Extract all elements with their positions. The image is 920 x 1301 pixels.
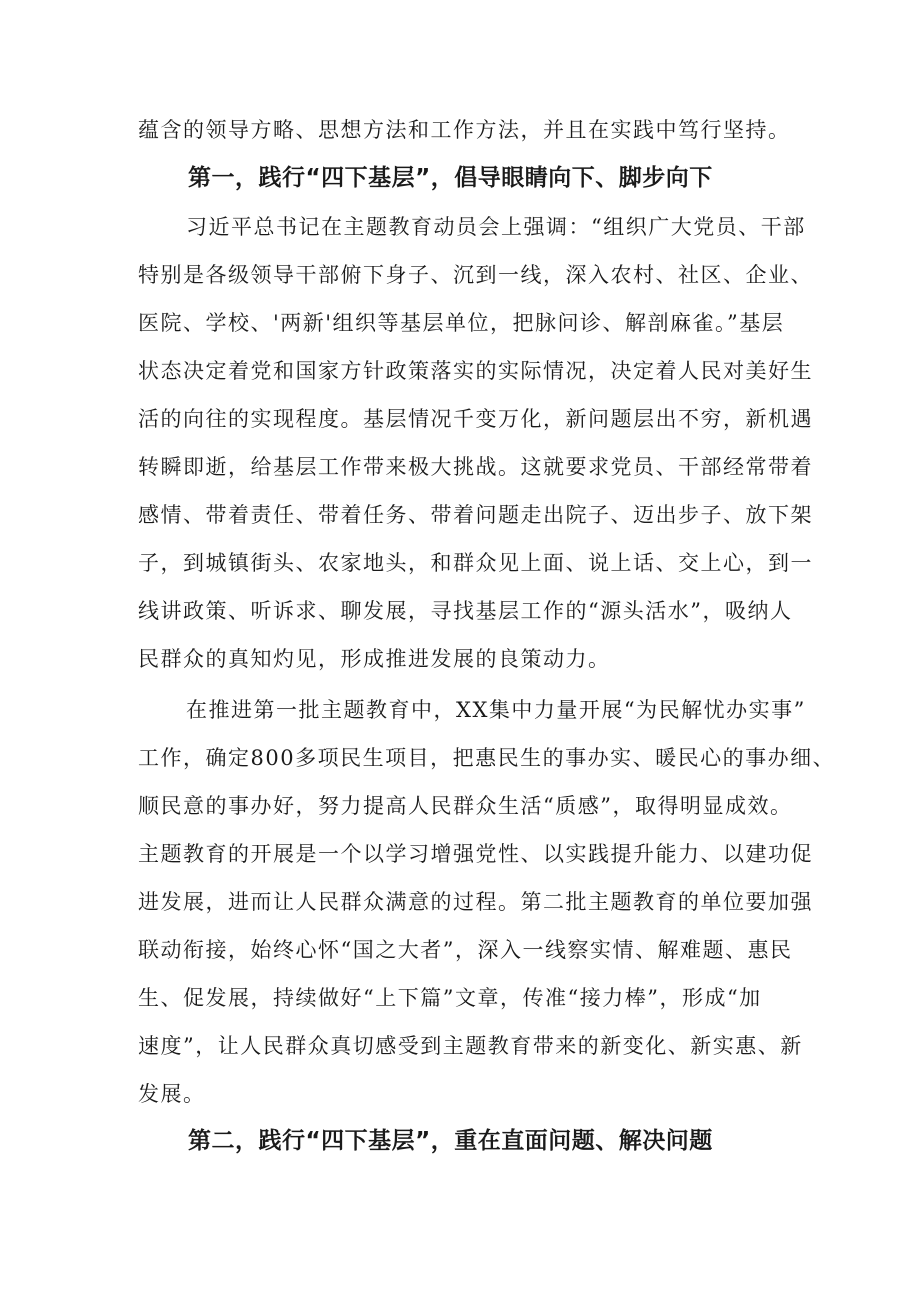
paragraph-line: 发展。 [138, 1082, 206, 1106]
paragraph-line: 工作，确定800多项民生项目，把惠民生的事办实、暖民心的事办细、 [138, 746, 836, 770]
paragraph-line: 状态决定着党和国家方针政策落实的实际情况，决定着人民对美好生 [138, 359, 813, 383]
paragraph-line: 感情、带着责任、带着任务、带着问题走出院子、迈出步子、放下架 [138, 503, 813, 527]
paragraph-line: 速度”，让人民群众真切感受到主题教育带来的新变化、新实惠、新 [138, 1034, 803, 1058]
paragraph-line: 医院、学校、'两新'组织等基层单位，把脉问诊、解剖麻雀。”基层 [138, 311, 785, 335]
paragraph-line: 线讲政策、听诉求、聊发展，寻找基层工作的“源头活水”，吸纳人 [138, 599, 793, 623]
paragraph-line: 在推进第一批主题教育中，XX集中力量开展“为民解忧办实事” [186, 698, 806, 722]
paragraph-line: 进发展，进而让人民群众满意的过程。第二批主题教育的单位要加强 [138, 890, 813, 914]
section-heading-1: 第一，践行“四下基层”，倡导眼睛向下、脚步向下 [188, 165, 713, 191]
paragraph-line: 子，到城镇街头、农家地头，和群众见上面、说上话、交上心，到一 [138, 551, 813, 575]
paragraph-line: 顺民意的事办好，努力提高人民群众生活“质感”，取得明显成效。 [138, 794, 793, 818]
paragraph-line: 主题教育的开展是一个以学习增强党性、以实践提升能力、以建功促 [138, 842, 813, 866]
paragraph-line: 活的向往的实现程度。基层情况千变万化，新问题层出不穷，新机遇 [138, 407, 813, 431]
section-heading-2: 第二，践行“四下基层”，重在直面问题、解决问题 [188, 1128, 713, 1154]
paragraph-line: 联动衔接，始终心怀“国之大者”，深入一线察实情、解难题、惠民 [138, 938, 793, 962]
paragraph-line: 转瞬即逝，给基层工作带来极大挑战。这就要求党员、干部经常带着 [138, 455, 813, 479]
paragraph-line: 特别是各级领导干部俯下身子、沉到一线，深入农村、社区、企业、 [138, 263, 813, 287]
paragraph-line: 习近平总书记在主题教育动员会上强调：“组织广大党员、干部 [186, 215, 806, 239]
continuation-line: 蕴含的领导方略、思想方法和工作方法，并且在实践中笃行坚持。 [138, 118, 791, 142]
paragraph-line: 民群众的真知灼见，形成推进发展的良策动力。 [138, 647, 611, 671]
paragraph-line: 生、促发展，持续做好“上下篇”文章，传准“接力棒”，形成“加 [138, 986, 762, 1010]
